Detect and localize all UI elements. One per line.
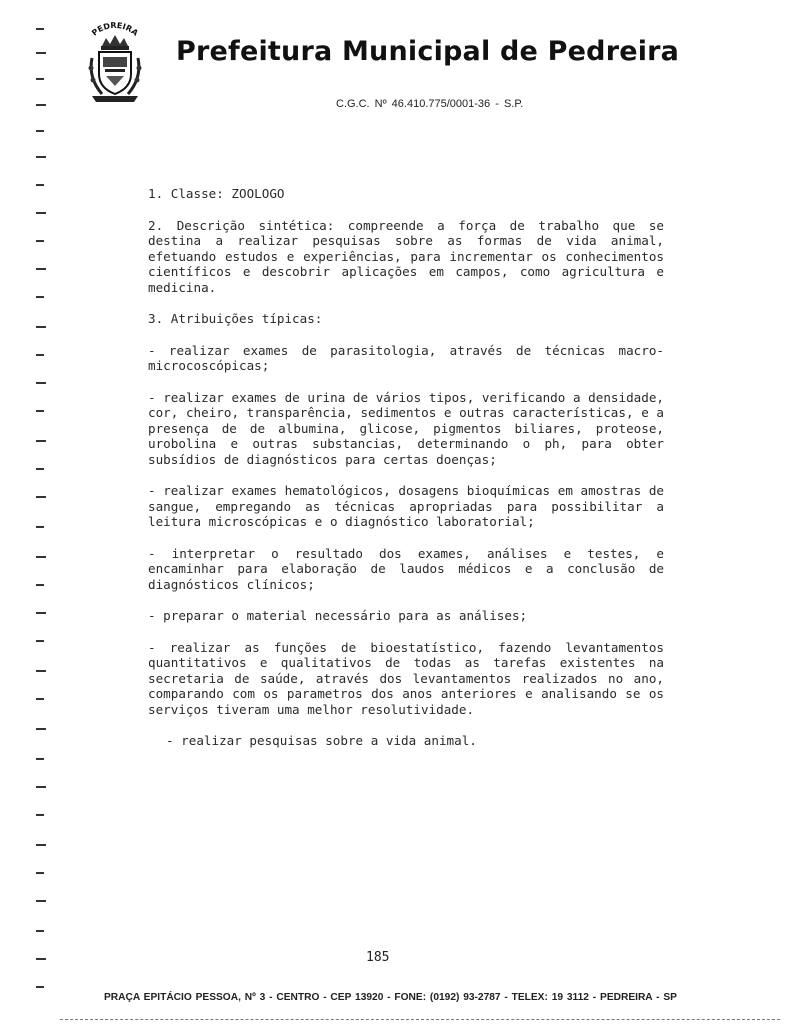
atribuicao-item: - realizar exames hematológicos, dosagens bioquímicas em amostras de sangue, empregando as técnicas apropriadas para possibilitar a leitura microscópicas e o diagnóstico laboratorial; (148, 483, 664, 529)
section-atribuicoes-heading: 3. Atribuições típicas: (148, 311, 323, 326)
atribuicao-item: - preparar o material necessário para as análises; (148, 608, 528, 623)
scan-margin-marks (0, 0, 70, 1028)
footer-address: PRAÇA EPITÁCIO PESSOA, Nº 3 - CENTRO - CEP 13920 - FONE: (0192) 93-2787 - TELEX: 19 3112 - PEDREIRA - SP (104, 992, 677, 1003)
atribuicao-item: - realizar exames de parasitologia, através de técnicas macro-microcoscópicas; (148, 342, 664, 373)
svg-text:PEDREIRA: PEDREIRA (90, 22, 140, 38)
atribuicao-item: - realizar pesquisas sobre a vida animal. (166, 733, 477, 748)
section-classe: 1. Classe: ZOOLOGO (148, 186, 285, 201)
municipal-seal-icon (82, 22, 148, 108)
page-number: 185 (366, 950, 390, 965)
atribuicao-item: - realizar exames de urina de vários tipos, verificando a densidade, cor, cheiro, transparência, sedimentos e outras características, e a presença de de albumina, glicose, pigmentos biliares, proteose, urobolina e outras substancias, determinando o ph, para obter subsídios de diagnósticos para certas doenças; (148, 389, 664, 467)
section-descricao: 2. Descrição sintética: compreende a força de trabalho que se destina a realizar pesquisas sobre as formas de vida animal, efetuando estudos e experiências, para incrementar os conhecimentos científicos e descobrir aplicações em campos, como agricultura e medicina. (148, 217, 664, 295)
header-cgc: C.G.C. Nº 46.410.775/0001-36 - S.P. (336, 98, 524, 110)
atribuicao-item: - interpretar o resultado dos exames, análises e testes, e encaminhar para elaboração de laudos médicos e a conclusão de diagnósticos clínicos; (148, 545, 664, 592)
atribuicao-item: - realizar as funções de bioestatístico, fazendo levantamentos quantitativos e qualitativos de todas as tarefas existentes na secretaria de saúde, através dos levantamentos realizados no ano, comparando com os parametros dos anos anteriores e analisando se os serviços tiveram uma melhor resolutividade. (148, 639, 664, 717)
footer-divider (60, 1019, 780, 1020)
header-title: Prefeitura Municipal de Pedreira (176, 36, 680, 67)
document-body (148, 186, 664, 765)
